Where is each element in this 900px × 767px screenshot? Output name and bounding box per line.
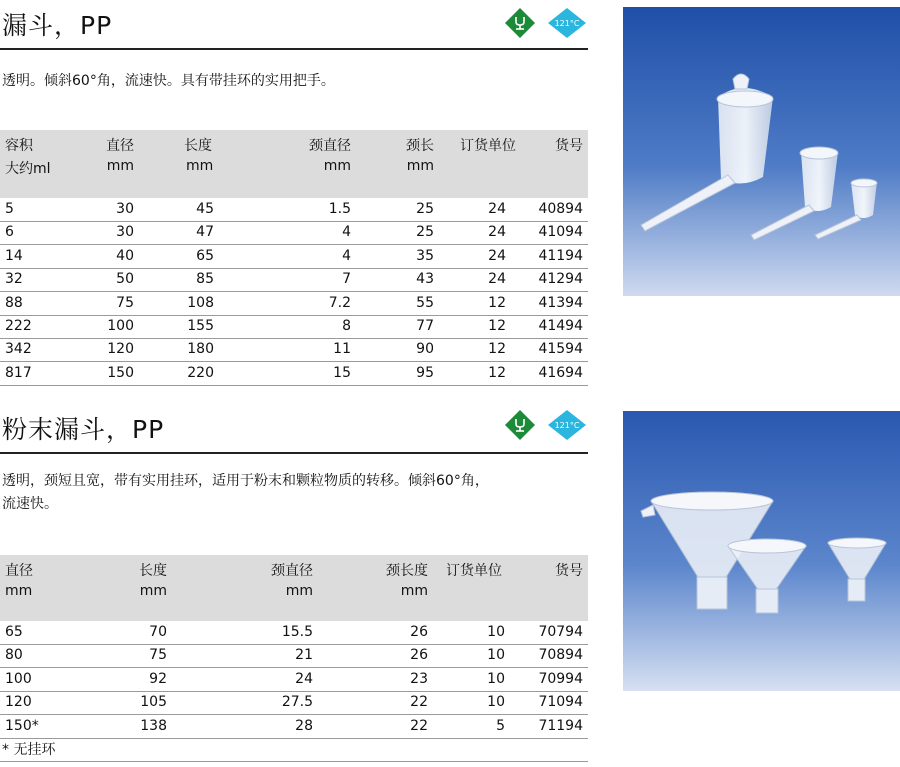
- col-header-capacity: 容积: [5, 138, 33, 154]
- col-unit-capacity: 大约ml: [5, 161, 51, 177]
- table-cell-capacity: 88: [5, 294, 23, 311]
- table-cell-order-unit: 24: [488, 224, 506, 241]
- table-cell-neck-diameter: 15.5: [281, 624, 313, 640]
- col-unit-length: mm: [139, 583, 167, 599]
- col-header-order-unit: 订货单位: [460, 138, 516, 154]
- col-header-diameter: 直径: [106, 138, 134, 154]
- table-row: [0, 715, 588, 739]
- table-cell-capacity: 14: [5, 247, 23, 264]
- table-cell-neck-length: 35: [416, 247, 434, 264]
- table-cell-diameter: 120: [107, 341, 134, 358]
- table-row: [0, 668, 588, 692]
- table-row: [0, 362, 588, 386]
- table-cell-neck-length: 22: [410, 717, 428, 734]
- col-unit-neck-length: mm: [406, 158, 434, 174]
- table-cell-diameter: 50: [116, 271, 134, 288]
- table-cell-capacity: 342: [5, 341, 32, 358]
- col-unit-length: mm: [186, 158, 214, 174]
- table-row: [0, 292, 588, 316]
- col-unit-neck-length: mm: [400, 583, 428, 599]
- col-unit-diameter: mm: [106, 158, 134, 174]
- table-cell-order-unit: 10: [487, 647, 505, 664]
- table-row: [0, 268, 588, 292]
- food-safe-icon: [505, 410, 535, 440]
- table-row: [0, 621, 588, 645]
- table-cell-cat-no: 40894: [538, 201, 583, 217]
- table-cell-neck-length: 25: [416, 224, 434, 241]
- table-cell-order-unit: 12: [488, 318, 506, 334]
- table-cell-order-unit: 12: [488, 341, 506, 358]
- table-cell-neck-length: 77: [416, 318, 434, 334]
- table-cell-length: 220: [187, 364, 214, 381]
- table-cell-length: 85: [196, 271, 214, 288]
- table-cell-cat-no: 41394: [538, 294, 583, 311]
- section-description-line1: 透明，颈短且宽，带有实用挂环，适用于粉末和颗粒物质的转移。倾斜60°角，: [2, 473, 489, 489]
- table-cell-capacity: 6: [5, 224, 14, 241]
- table-cell-length: 65: [196, 247, 214, 264]
- table-cell-diameter: 100: [107, 318, 134, 334]
- table-cell-neck-length: 43: [416, 271, 434, 288]
- table-cell-neck-diameter: 21: [295, 647, 313, 664]
- col-unit-diameter: mm: [5, 583, 33, 599]
- table-cell-order-unit: 12: [488, 294, 506, 311]
- funnel-photo: [623, 7, 900, 296]
- col-header-neck-length: 颈长: [406, 138, 434, 154]
- table-cell-neck-diameter: 7.2: [328, 294, 351, 311]
- table-cell-order-unit: 5: [496, 717, 505, 734]
- table-cell-cat-no: 71194: [538, 717, 583, 734]
- table-cell-neck-length: 90: [416, 341, 434, 358]
- table-cell-capacity: 817: [5, 364, 32, 381]
- table-cell-cat-no: 41294: [538, 271, 583, 288]
- table-cell-cat-no: 41594: [538, 341, 583, 358]
- powder-funnel-photo: [623, 411, 900, 691]
- table-cell-capacity: 222: [5, 318, 32, 334]
- table-cell-length: 75: [149, 647, 167, 664]
- col-header-cat-no: 货号: [555, 563, 583, 579]
- col-header-neck-diameter: 颈直径: [271, 563, 313, 579]
- table-row: [0, 245, 588, 269]
- table-cell-length: 105: [140, 694, 167, 711]
- table-cell-length: 138: [140, 717, 167, 734]
- table-cell-diameter: 100: [5, 670, 32, 687]
- table-cell-diameter: 150: [107, 364, 134, 381]
- col-header-neck-length: 颈长度: [386, 563, 428, 579]
- table-cell-diameter: 120: [5, 694, 32, 711]
- svg-text:121°C: 121°C: [554, 19, 580, 28]
- footer-rule: [0, 761, 588, 762]
- table-cell-neck-diameter: 11: [333, 341, 351, 358]
- table-cell-length: 108: [187, 294, 214, 311]
- section-description: 透明。倾斜60°角，流速快。具有带挂环的实用把手。: [2, 73, 335, 89]
- table-cell-cat-no: 70994: [538, 670, 583, 687]
- header-spacer: [0, 603, 588, 621]
- table-cell-neck-diameter: 4: [342, 247, 351, 264]
- table-cell-length: 92: [149, 670, 167, 687]
- table-cell-neck-diameter: 27.5: [281, 694, 313, 711]
- col-header-neck-diameter: 颈直径: [309, 138, 351, 154]
- table-cell-order-unit: 10: [487, 670, 505, 687]
- table-cell-neck-diameter: 4: [342, 224, 351, 241]
- section-rule: [0, 452, 588, 454]
- table-cell-cat-no: 70894: [538, 647, 583, 664]
- svg-text:121°C: 121°C: [554, 421, 580, 430]
- table-cell-neck-length: 55: [416, 294, 434, 311]
- section-title: 漏斗，PP: [2, 11, 113, 40]
- table-row: [0, 338, 588, 362]
- section-title: 粉末漏斗，PP: [2, 415, 165, 444]
- table-cell-neck-diameter: 24: [295, 670, 313, 687]
- autoclavable-icon: [548, 8, 586, 38]
- table-cell-neck-diameter: 8: [342, 318, 351, 334]
- table-cell-diameter: 80: [5, 647, 23, 664]
- table-row: [0, 315, 588, 339]
- table-header: [0, 555, 588, 603]
- table-cell-diameter: 65: [5, 624, 23, 640]
- table-row: [0, 644, 588, 668]
- table-cell-order-unit: 24: [488, 201, 506, 217]
- table-header: [0, 130, 588, 178]
- table-cell-neck-diameter: 15: [333, 364, 351, 381]
- table-cell-neck-length: 26: [410, 624, 428, 640]
- food-safe-icon: [505, 8, 535, 38]
- table-cell-order-unit: 12: [488, 364, 506, 381]
- table-row: [0, 691, 588, 715]
- table-cell-cat-no: 70794: [538, 624, 583, 640]
- table-cell-order-unit: 24: [488, 271, 506, 288]
- table-cell-cat-no: 41194: [538, 247, 583, 264]
- table-cell-cat-no: 71094: [538, 694, 583, 711]
- table-cell-neck-diameter: 28: [295, 717, 313, 734]
- col-unit-neck-diameter: mm: [323, 158, 351, 174]
- col-header-diameter: 直径: [5, 563, 33, 579]
- table-cell-cat-no: 41694: [538, 364, 583, 381]
- table-cell-order-unit: 10: [487, 624, 505, 640]
- table-row: [0, 221, 588, 245]
- table-cell-neck-length: 23: [410, 670, 428, 687]
- table-cell-order-unit: 24: [488, 247, 506, 264]
- table-cell-capacity: 32: [5, 271, 23, 288]
- col-header-length: 长度: [139, 563, 167, 579]
- table-cell-length: 155: [187, 318, 214, 334]
- col-header-cat-no: 货号: [555, 138, 583, 154]
- table-cell-neck-length: 25: [416, 201, 434, 217]
- table-cell-diameter: 30: [116, 201, 134, 217]
- col-header-length: 长度: [184, 138, 212, 154]
- col-header-order-unit: 订货单位: [446, 563, 502, 579]
- header-spacer: [0, 178, 588, 198]
- table-cell-diameter: 30: [116, 224, 134, 241]
- table-cell-diameter: 75: [116, 294, 134, 311]
- table-cell-neck-length: 26: [410, 647, 428, 664]
- table-row: [0, 198, 588, 222]
- table-cell-cat-no: 41494: [538, 318, 583, 334]
- table-cell-neck-length: 22: [410, 694, 428, 711]
- table-cell-diameter: 150*: [5, 717, 39, 734]
- table-cell-order-unit: 10: [487, 694, 505, 711]
- footnote: * 无挂环: [2, 742, 56, 758]
- table-cell-neck-length: 95: [416, 364, 434, 381]
- table-cell-length: 70: [149, 624, 167, 640]
- table-cell-length: 180: [187, 341, 214, 358]
- table-cell-neck-diameter: 1.5: [328, 201, 351, 217]
- autoclavable-icon: [548, 410, 586, 440]
- table-cell-capacity: 5: [5, 201, 14, 217]
- table-cell-length: 45: [196, 201, 214, 217]
- table-cell-diameter: 40: [116, 247, 134, 264]
- table-cell-neck-diameter: 7: [342, 271, 351, 288]
- col-unit-neck-diameter: mm: [285, 583, 313, 599]
- section-description-line2: 流速快。: [2, 496, 58, 512]
- table-cell-cat-no: 41094: [538, 224, 583, 241]
- table-cell-length: 47: [196, 224, 214, 241]
- section-rule: [0, 48, 588, 50]
